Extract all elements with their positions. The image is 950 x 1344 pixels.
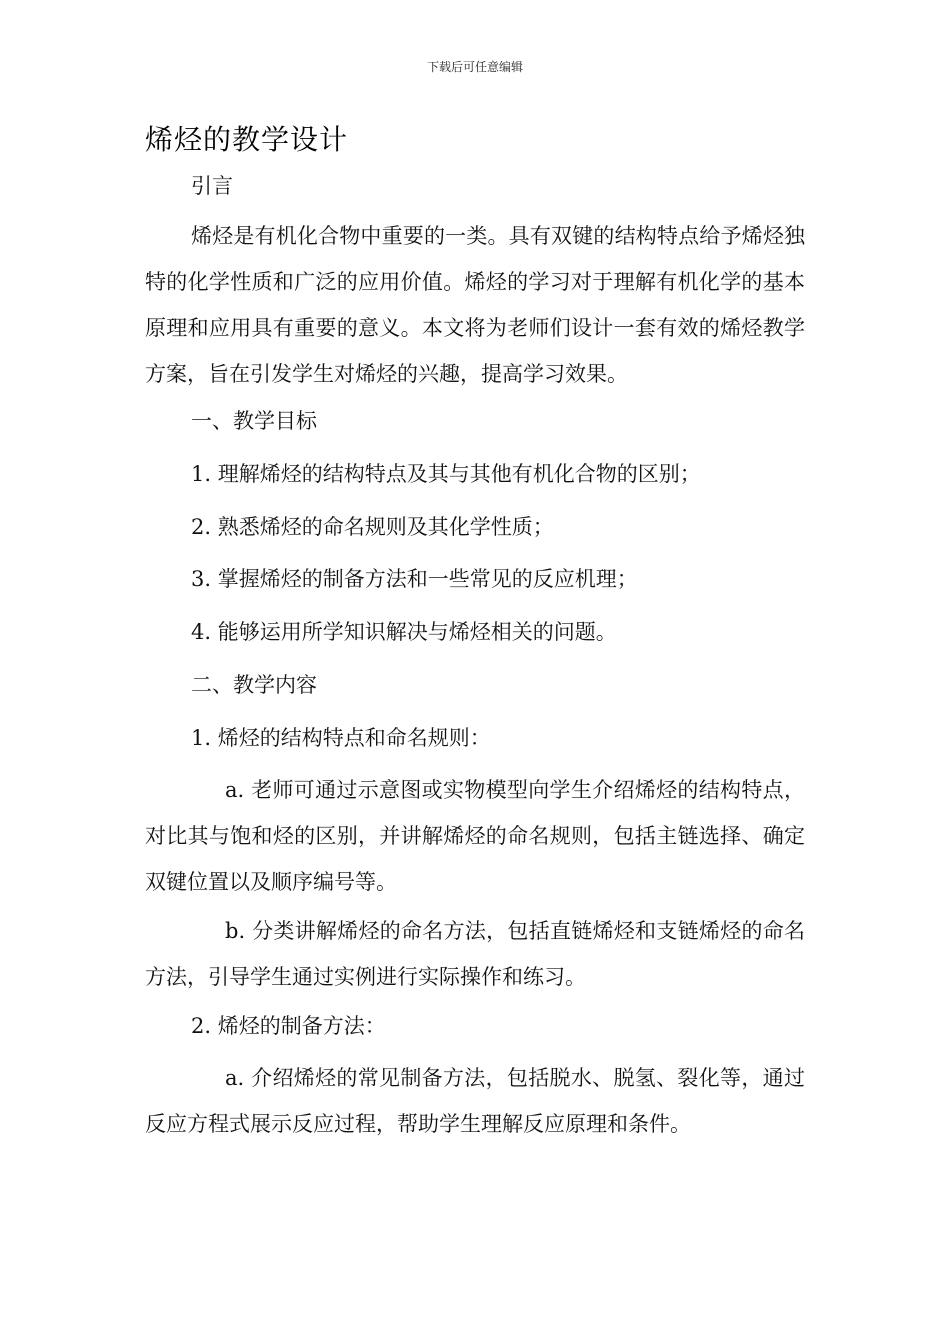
section1-heading: 一、教学目标: [191, 409, 317, 433]
objective-item-2: 2. 熟悉烯烃的命名规则及其化学性质；: [191, 515, 554, 539]
objective-item-1: 1. 理解烯烃的结构特点及其与其他有机化合物的区别；: [191, 462, 701, 486]
objective-item-3: 3. 掌握烯烃的制备方法和一些常见的反应机理；: [191, 567, 638, 591]
section2-heading: 二、教学内容: [191, 673, 317, 697]
content-sub2-heading: 2. 烯烃的制备方法：: [191, 1014, 386, 1038]
header-note: 下载后可任意编辑: [426, 60, 523, 74]
intro-paragraph: 烯烃是有机化合物中重要的一类。具有双键的结构特点给予烯烃独特的化学性质和广泛的应用价值。烯烃的学习对于理解有机化学的基本原理和应用具有重要的意义。本文将为老师们设计一套有效的烯烃教学方案，旨在引发学生对烯烃的兴趣，提高学习效果。: [145, 224, 805, 386]
document-title: 烯烃的教学设计: [145, 123, 349, 156]
objective-item-4: 4. 能够运用所学知识解决与烯烃相关的问题。: [191, 620, 617, 644]
content-sub1-heading: 1. 烯烃的结构特点和命名规则：: [191, 726, 491, 750]
intro-heading: 引言: [191, 174, 233, 198]
content-sub2-item-a: a. 介绍烯烃的常见制备方法，包括脱水、脱氢、裂化等，通过反应方程式展示反应过程，帮助学生理解反应原理和条件。: [145, 1066, 805, 1136]
content-sub1-item-a: a. 老师可通过示意图或实物模型向学生介绍烯烃的结构特点，对比其与饱和烃的区别，并讲解烯烃的命名规则，包括主链选择、确定双键位置以及顺序编号等。: [145, 778, 805, 894]
content-sub1-item-b: b. 分类讲解烯烃的命名方法，包括直链烯烃和支链烯烃的命名方法，引导学生通过实例进行实际操作和练习。: [145, 919, 805, 989]
